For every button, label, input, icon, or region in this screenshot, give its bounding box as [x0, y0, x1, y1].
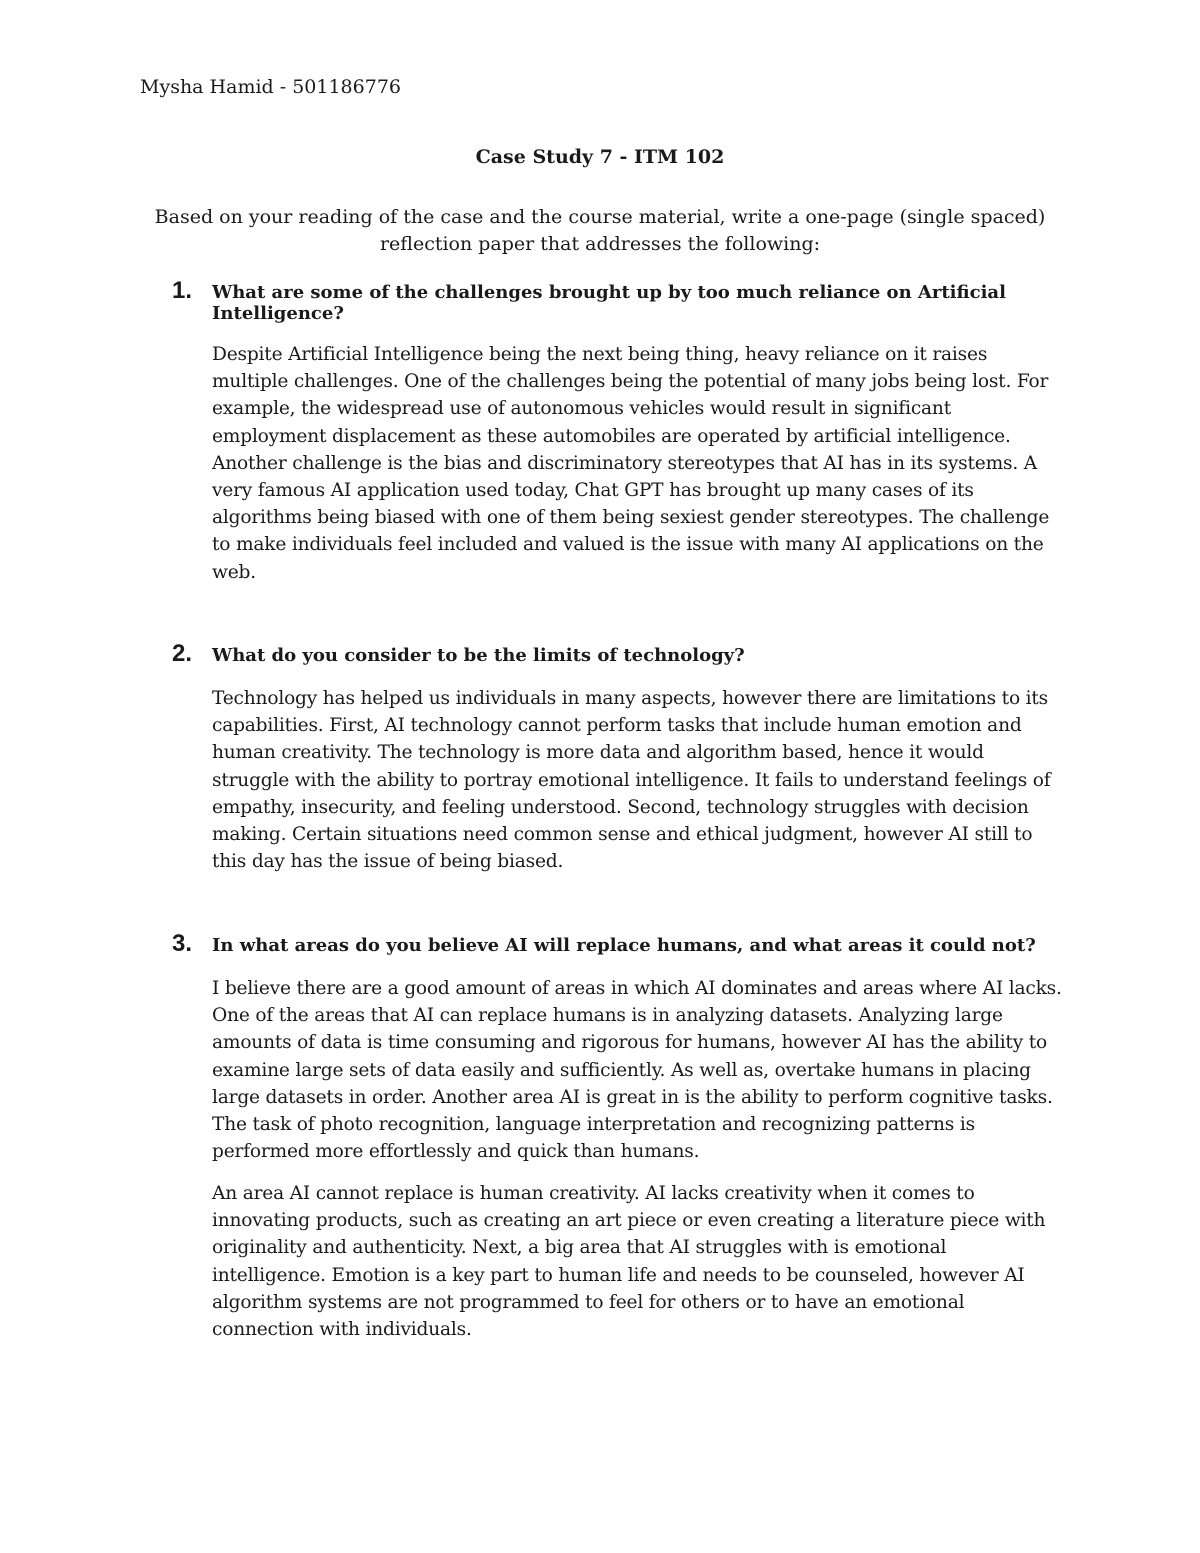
answer-paragraph: I believe there are a good amount of areas in which AI dominates and areas where AI lacks. One of the areas that AI can replace humans is in analyzing datasets. Analyzing large amounts of data is time consuming and rigorous for humans, however AI has the ability to examine large sets of data easily and sufficiently. As well as, overtake humans in placing large datasets in order. Another area AI is great in is the ability to perform cognitive tasks. The task of photo recognition, language interpretation and recognizing patterns is performed more effortlessly and quick than humans. [212, 978, 1062, 1163]
answer-paragraph: An area AI cannot replace is human creativity. AI lacks creativity when it comes to innovating products, such as creating an art piece or even creating a literature piece with originality and authenticity. Next, a big area that AI struggles with is emotional intelligence. Emotion is a key part to human life and needs to be counseled, however AI algorithm systems are not programmed to feel for others or to have an emotional connection with individuals. [212, 1183, 1046, 1341]
question-heading: In what areas do you believe AI will replace humans, and what areas it could not? [212, 935, 1036, 956]
question-heading: What do you consider to be the limits of technology? [212, 645, 745, 666]
answer-paragraph: Technology has helped us individuals in many aspects, however there are limitations to its capabilities. First, AI technology cannot perform tasks that include human emotion and human creativity. The technology is more data and algorithm based, hence it would struggle with the ability to portray emotional intelligence. It fails to understand feelings of empathy, insecurity, and feeling understood. Second, technology struggles with decision making. Certain situations need common sense and ethical judgment, however AI still to this day has the issue of being biased. [212, 688, 1051, 873]
question-number: 3. [172, 930, 193, 957]
answer-paragraph: Despite Artificial Intelligence being the next being thing, heavy reliance on it raises multiple challenges. One of the challenges being the potential of many jobs being lost. For example, the widespread use of autonomous vehicles would result in significant employment displacement as these automobiles are operated by artificial intelligence. Another challenge is the bias and discriminatory stereotypes that AI has in its systems. A very famous AI application used today, Chat GPT has brought up many cases of its algorithms being biased with one of them being sexiest gender stereotypes. The challenge to make individuals feel included and valued is the issue with many AI applications on the web. [212, 344, 1050, 583]
document-title: Case Study 7 - ITM 102 [475, 146, 725, 168]
assignment-prompt: Based on your reading of the case and the course material, write a one-page (single spaced) reflection paper that addresses the following: [154, 206, 1046, 255]
question-number: 1. [172, 277, 193, 304]
author-line: Mysha Hamid - 501186776 [140, 76, 401, 98]
question-heading: What are some of the challenges brought up by too much reliance on Artificial Intelligence? [212, 282, 1006, 324]
question-number: 2. [172, 640, 193, 667]
